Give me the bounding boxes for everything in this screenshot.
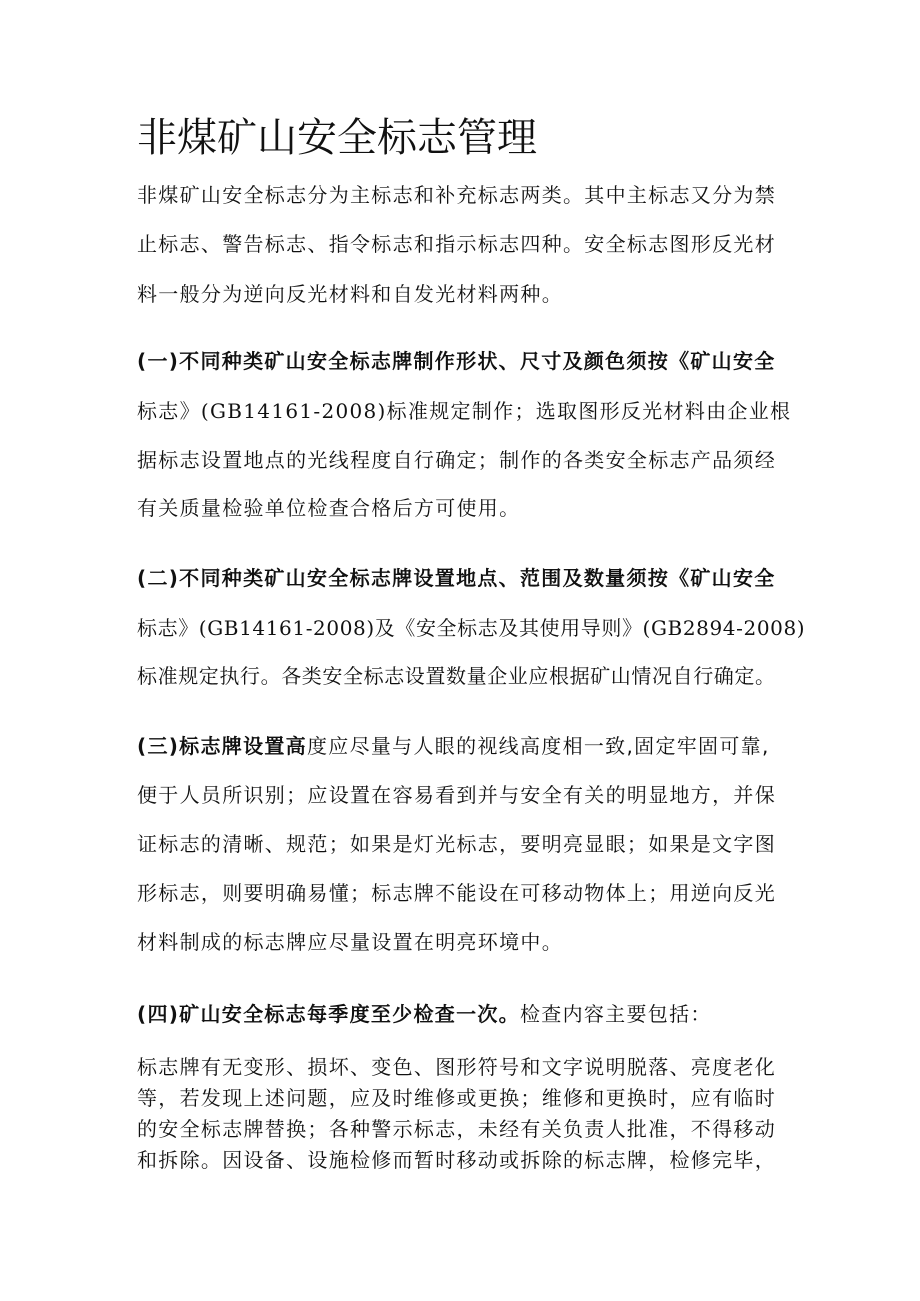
section-3-line-4: 形标志，则要明确易懂；标志牌不能设在可移动物体上；用逆向反光 bbox=[137, 881, 776, 905]
section-4-heading-rest: 检查内容主要包括： bbox=[519, 1002, 712, 1026]
intro-line-2: 止标志、警告标志、指令标志和指示标志四种。安全标志图形反光材 bbox=[137, 232, 776, 256]
section-2-line-2: 标志》(GB14161-2008)及《安全标志及其使用导则》(GB2894-2008) bbox=[137, 616, 806, 640]
section-4-heading-bold: (四)矿山安全标志每季度至少检查一次。 bbox=[137, 1002, 520, 1026]
section-4-body-line-3: 的安全标志牌替换；各种警示标志，未经有关负责人批准，不得移动 bbox=[137, 1117, 776, 1141]
section-4-body-line-1: 标志牌有无变形、损坏、变色、图形符号和文字说明脱落、亮度老化 bbox=[137, 1055, 776, 1079]
section-3-heading bbox=[137, 732, 797, 760]
section-4-heading bbox=[137, 1000, 797, 1028]
section-1-line-2: 标志》(GB14161-2008)标准规定制作；选取图形反光材料由企业根 bbox=[137, 399, 792, 423]
section-2-line-3: 标准规定执行。各类安全标志设置数量企业应根据矿山情况自行确定。 bbox=[137, 664, 776, 688]
section-3-line-3: 证标志的清晰、规范；如果是灯光标志，要明亮显眼；如果是文字图 bbox=[137, 832, 776, 856]
section-1-heading: (一)不同种类矿山安全标志牌制作形状、尺寸及颜色须按《矿山安全 bbox=[137, 349, 776, 373]
section-2-heading: (二)不同种类矿山安全标志牌设置地点、范围及数量须按《矿山安全 bbox=[137, 566, 776, 590]
section-3-line-5: 材料制成的标志牌应尽量设置在明亮环境中。 bbox=[137, 930, 563, 954]
section-1-line-4: 有关质量检验单位检查合格后方可使用。 bbox=[137, 496, 521, 520]
intro-line-1: 非煤矿山安全标志分为主标志和补充标志两类。其中主标志又分为禁 bbox=[137, 183, 776, 207]
section-4-body-line-4: 和拆除。因设备、设施检修而暂时移动或拆除的标志牌，检修完毕， bbox=[137, 1148, 776, 1172]
section-3-line-2: 便于人员所识别；应设置在容易看到并与安全有关的明显地方，并保 bbox=[137, 783, 776, 807]
section-4-body-line-2: 等，若发现上述问题，应及时维修或更换；维修和更换时，应有临时 bbox=[137, 1086, 776, 1110]
page-title: 非煤矿山安全标志管理 bbox=[137, 115, 537, 161]
intro-line-3: 料一般分为逆向反光材料和自发光材料两种。 bbox=[137, 282, 563, 306]
section-3-heading-bold: (三)标志牌设置高 bbox=[137, 734, 307, 758]
section-1-line-3: 据标志设置地点的光线程度自行确定；制作的各类安全标志产品须经 bbox=[137, 448, 776, 472]
section-3-heading-rest: 度应尽量与人眼的视线高度相一致,固定牢固可靠, bbox=[306, 734, 770, 758]
